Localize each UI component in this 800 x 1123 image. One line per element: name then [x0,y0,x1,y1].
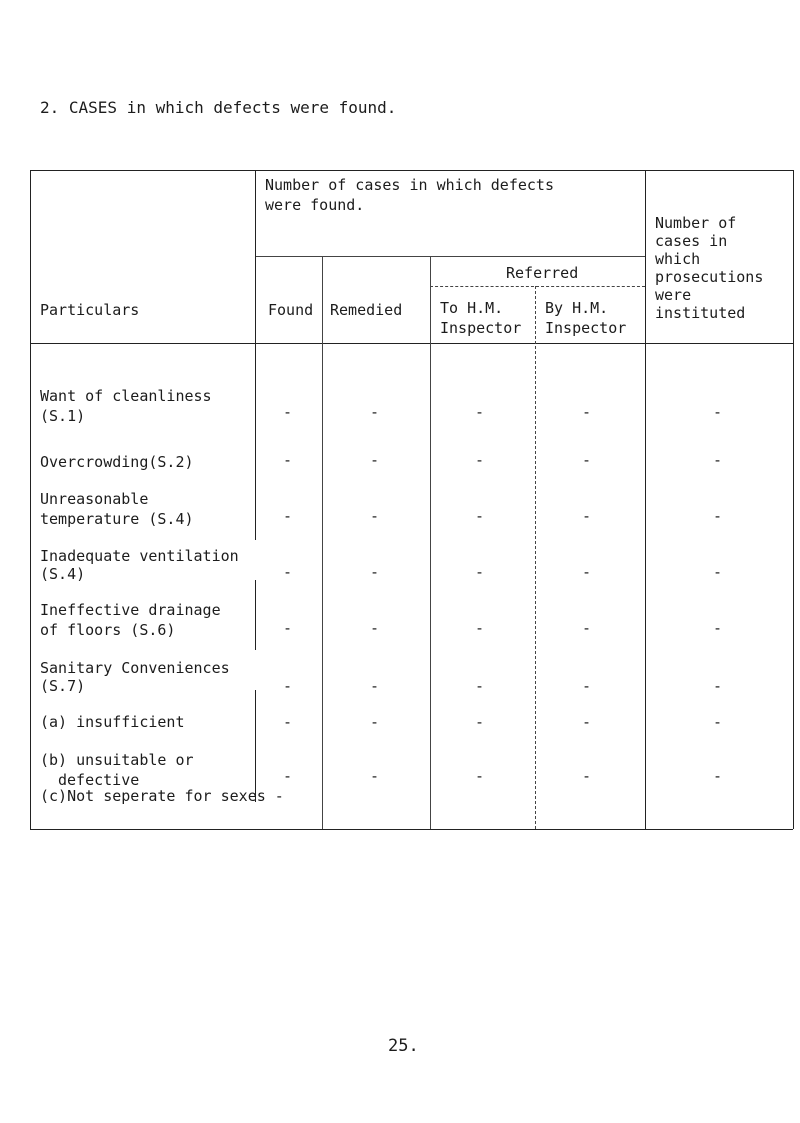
header-particulars: Particulars [40,301,140,319]
row-label: (S.7) [40,677,86,695]
cell-value: - [283,677,293,695]
page-number: 25. [388,1036,419,1056]
row-label: (S.4) [40,565,86,583]
row-label: (c)Not seperate for sexes - [40,787,284,805]
cell-value: - [283,507,293,525]
row-label: Ineffective drainage [40,601,221,619]
row-label: Sanitary Conveniences [40,659,230,677]
cell-value: - [475,507,485,525]
row-label: Unreasonable [40,490,149,508]
cell-value: - [475,713,485,731]
cell-value: - [370,451,380,469]
header-found: Found [268,301,314,319]
cell-value: - [370,767,380,785]
header-to-hm-2: Inspector [440,319,522,337]
cell-value: - [582,403,592,421]
cell-value: - [283,403,293,421]
header-referred: Referred [506,264,579,282]
section-title: 2. CASES in which defects were found. [40,98,397,117]
cell-value: - [283,563,293,581]
header-number-of-cases-2: were found. [265,196,365,214]
cell-value: - [283,767,293,785]
row-label: Want of cleanliness [40,387,212,405]
header-remedied: Remedied [330,301,403,319]
cell-value: - [713,713,723,731]
cell-value: - [582,767,592,785]
cell-value: - [713,619,723,637]
cell-value: - [475,451,485,469]
header-by-hm-2: Inspector [545,319,627,337]
cell-value: - [582,563,592,581]
cell-value: - [582,713,592,731]
cell-value: - [582,619,592,637]
cell-value: - [370,677,380,695]
row-label: Inadequate ventilation [40,547,239,565]
cell-value: - [475,677,485,695]
cell-value: - [370,507,380,525]
cell-value: - [713,677,723,695]
cell-value: - [475,403,485,421]
cell-value: - [475,619,485,637]
cell-value: - [713,451,723,469]
header-number-of-cases: Number of cases in which defects [265,176,554,194]
cell-value: - [283,713,293,731]
header-by-hm: By H.M. [545,299,609,317]
cell-value: - [582,507,592,525]
cell-value: - [370,713,380,731]
cell-value: - [582,451,592,469]
row-label: (S.1) [40,407,86,425]
row-label: defective [58,771,140,789]
cell-value: - [283,451,293,469]
cell-value: - [713,403,723,421]
cell-value: - [370,563,380,581]
cell-value: - [370,619,380,637]
cell-value: - [582,677,592,695]
row-label: (b) unsuitable or [40,751,194,769]
cell-value: - [713,563,723,581]
header-to-hm: To H.M. [440,299,504,317]
row-label: (a) insufficient [40,713,185,731]
cell-value: - [713,507,723,525]
cell-value: - [475,767,485,785]
cell-value: - [713,767,723,785]
row-label: Overcrowding(S.2) [40,453,194,471]
cell-value: - [475,563,485,581]
cell-value: - [370,403,380,421]
row-label: temperature (S.4) [40,510,194,528]
row-label: of floors (S.6) [40,621,176,639]
cell-value: - [283,619,293,637]
